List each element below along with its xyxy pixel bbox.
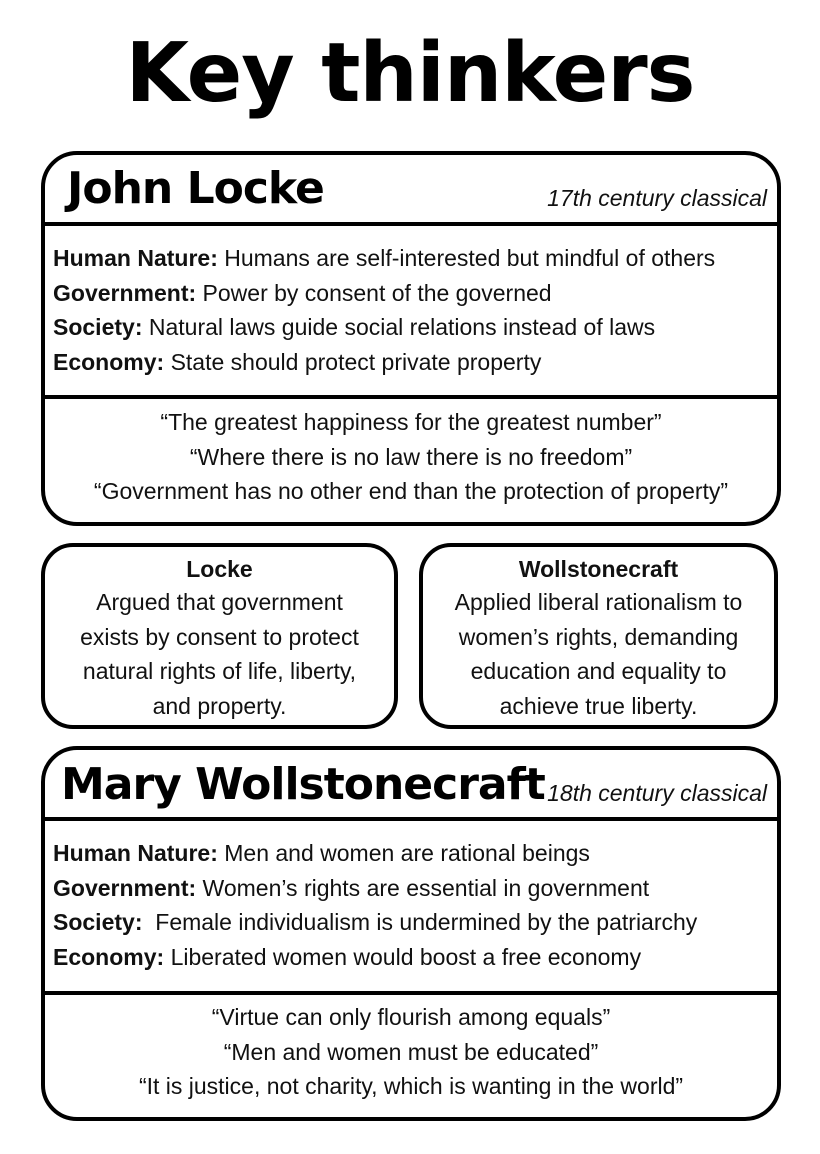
fact-value: Men and women are rational beings — [217, 840, 590, 866]
fact-society — [53, 310, 777, 345]
summary-line: Argued that government — [96, 589, 343, 615]
quote: “Government has no other end than the protection of property” — [93, 478, 729, 505]
fact-key: Society: — [53, 314, 143, 341]
summary-line: Applied liberal rationalism to — [454, 589, 743, 615]
thinker-era: 17th century classical — [547, 185, 767, 211]
card-header — [45, 155, 777, 226]
quote: “Men and women must be educated” — [223, 1038, 599, 1065]
summary-title: Wollstonecraft — [518, 556, 679, 582]
thinker-name: John Locke — [67, 163, 324, 214]
fact-key: Human Nature: — [53, 840, 218, 866]
quote: “It is justice, not charity, which is wanting in the world” — [138, 1073, 684, 1100]
fact-value: Power by consent of the governed — [196, 279, 552, 306]
summary-line: and property. — [152, 692, 287, 719]
thinker-card-wollstonecraft — [41, 746, 781, 1121]
thinker-card-locke — [41, 151, 781, 526]
summary-body — [423, 585, 774, 723]
quote: “The greatest happiness for the greatest number” — [160, 409, 662, 435]
thinker-era: 18th century classical — [547, 780, 767, 806]
fact-government — [53, 276, 777, 311]
fact-value: State should protect private property — [164, 349, 542, 376]
summary-line: natural rights of life, liberty, — [82, 658, 357, 684]
fact-value: Humans are self-interested but mindful of others — [217, 245, 716, 271]
fact-society — [53, 905, 777, 940]
summary-line: exists by consent to protect — [80, 623, 359, 650]
quote: “Virtue can only flourish among equals” — [211, 1004, 611, 1030]
summary-line: women’s rights, demanding — [458, 623, 739, 650]
fact-value: Women’s rights are essential in government — [196, 874, 650, 901]
summary-box-wollstonecraft — [419, 543, 778, 729]
fact-economy — [53, 345, 777, 380]
card-header — [45, 750, 777, 821]
page-title: Key thinkers — [125, 26, 695, 121]
quote: “Where there is no law there is no freedom” — [189, 443, 633, 470]
fact-key: Society: — [53, 909, 143, 936]
thinker-quotes — [45, 405, 777, 509]
thinker-name: Mary Wollstonecraft — [61, 759, 545, 810]
summary-line: achieve true liberty. — [499, 692, 698, 719]
summary-title: Locke — [186, 556, 253, 582]
fact-human-nature — [53, 836, 777, 871]
thinker-quotes — [45, 1000, 777, 1104]
fact-value: Female individualism is undermined by the patriarchy — [142, 909, 698, 936]
fact-value: Natural laws guide social relations instead of laws — [142, 314, 656, 341]
thinker-facts — [45, 226, 777, 399]
fact-key: Economy: — [53, 944, 165, 971]
fact-value: Liberated women would boost a free economy — [164, 944, 642, 971]
fact-government — [53, 871, 777, 906]
summary-box-locke — [41, 543, 398, 729]
summary-line: education and equality to — [470, 658, 727, 684]
fact-human-nature — [53, 241, 777, 276]
fact-key: Government: — [53, 874, 197, 901]
fact-key: Government: — [53, 279, 197, 306]
fact-economy — [53, 940, 777, 975]
summary-body — [45, 585, 394, 723]
fact-key: Economy: — [53, 349, 165, 376]
fact-key: Human Nature: — [53, 245, 218, 271]
thinker-facts — [45, 821, 777, 995]
